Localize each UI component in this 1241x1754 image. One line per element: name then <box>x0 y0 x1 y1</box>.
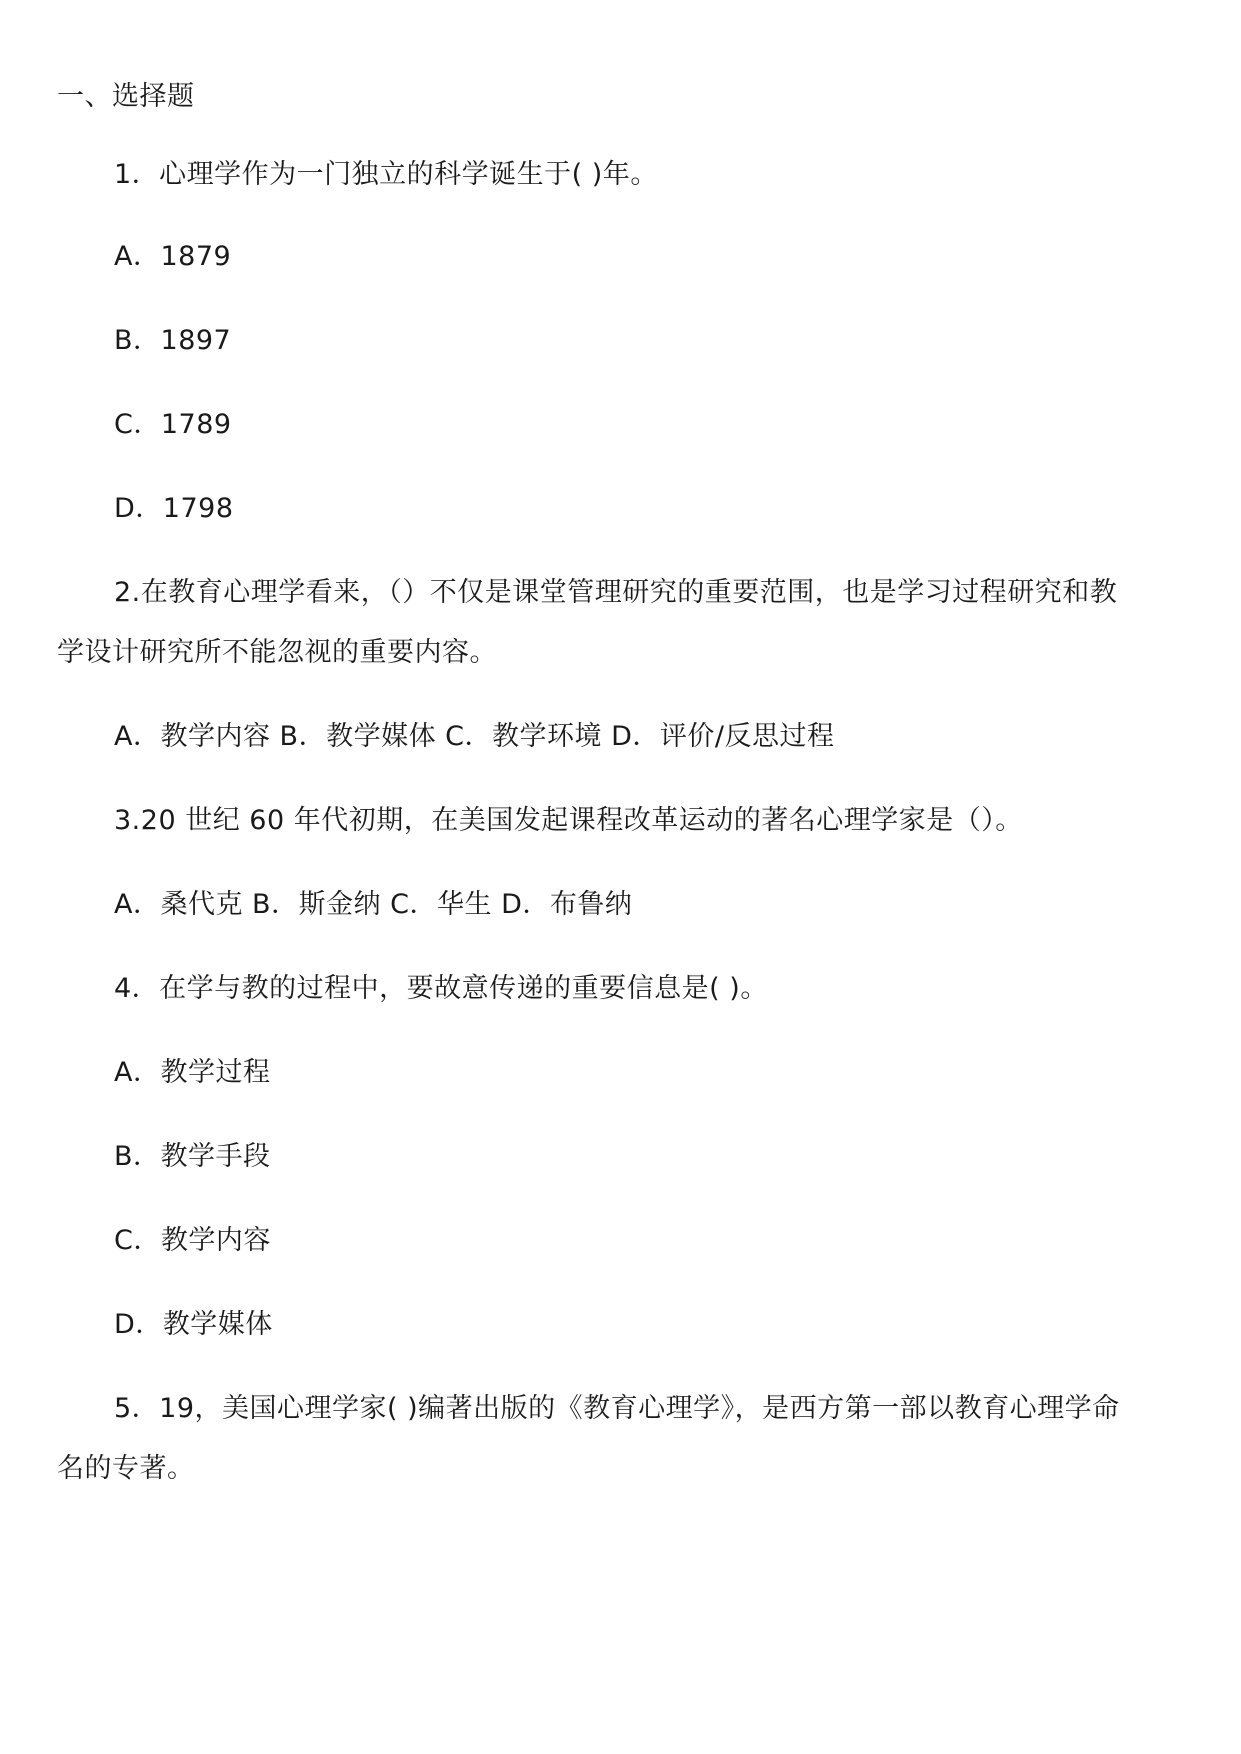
question-1-option-a: A．1879 <box>114 241 232 272</box>
question-2-options: A．教学内容 B．教学媒体 C．教学环境 D．评价/反思过程 <box>114 721 835 752</box>
question-1-option-c: C．1789 <box>114 409 232 440</box>
question-1-stem: 1．心理学作为一门独立的科学诞生于( )年。 <box>114 159 658 190</box>
question-4-option-a: A．教学过程 <box>114 1057 271 1088</box>
question-2-stem-line2: 学设计研究所不能忽视的重要内容。 <box>57 637 497 668</box>
question-4-option-d: D．教学媒体 <box>114 1309 273 1340</box>
question-5-stem-line2: 名的专著。 <box>57 1453 195 1484</box>
question-4-stem: 4．在学与教的过程中，要故意传递的重要信息是( )。 <box>114 973 768 1004</box>
question-5-stem-line1: 5．19，美国心理学家( )编著出版的《教育心理学》，是西方第一部以教育心理学命 <box>114 1393 1120 1424</box>
section-title: 一、选择题 <box>57 81 195 112</box>
question-2-stem-line1: 2.在教育心理学看来，（）不仅是课堂管理研究的重要范围，也是学习过程研究和教 <box>114 577 1118 608</box>
question-3-options: A．桑代克 B．斯金纳 C．华生 D．布鲁纳 <box>114 889 633 920</box>
question-1-option-d: D．1798 <box>114 493 234 524</box>
question-4-option-b: B．教学手段 <box>114 1141 271 1172</box>
question-4-option-c: C．教学内容 <box>114 1225 271 1256</box>
question-3-stem: 3.20 世纪 60 年代初期，在美国发起课程改革运动的著名心理学家是（）。 <box>114 805 1023 836</box>
question-1-option-b: B．1897 <box>114 325 232 356</box>
